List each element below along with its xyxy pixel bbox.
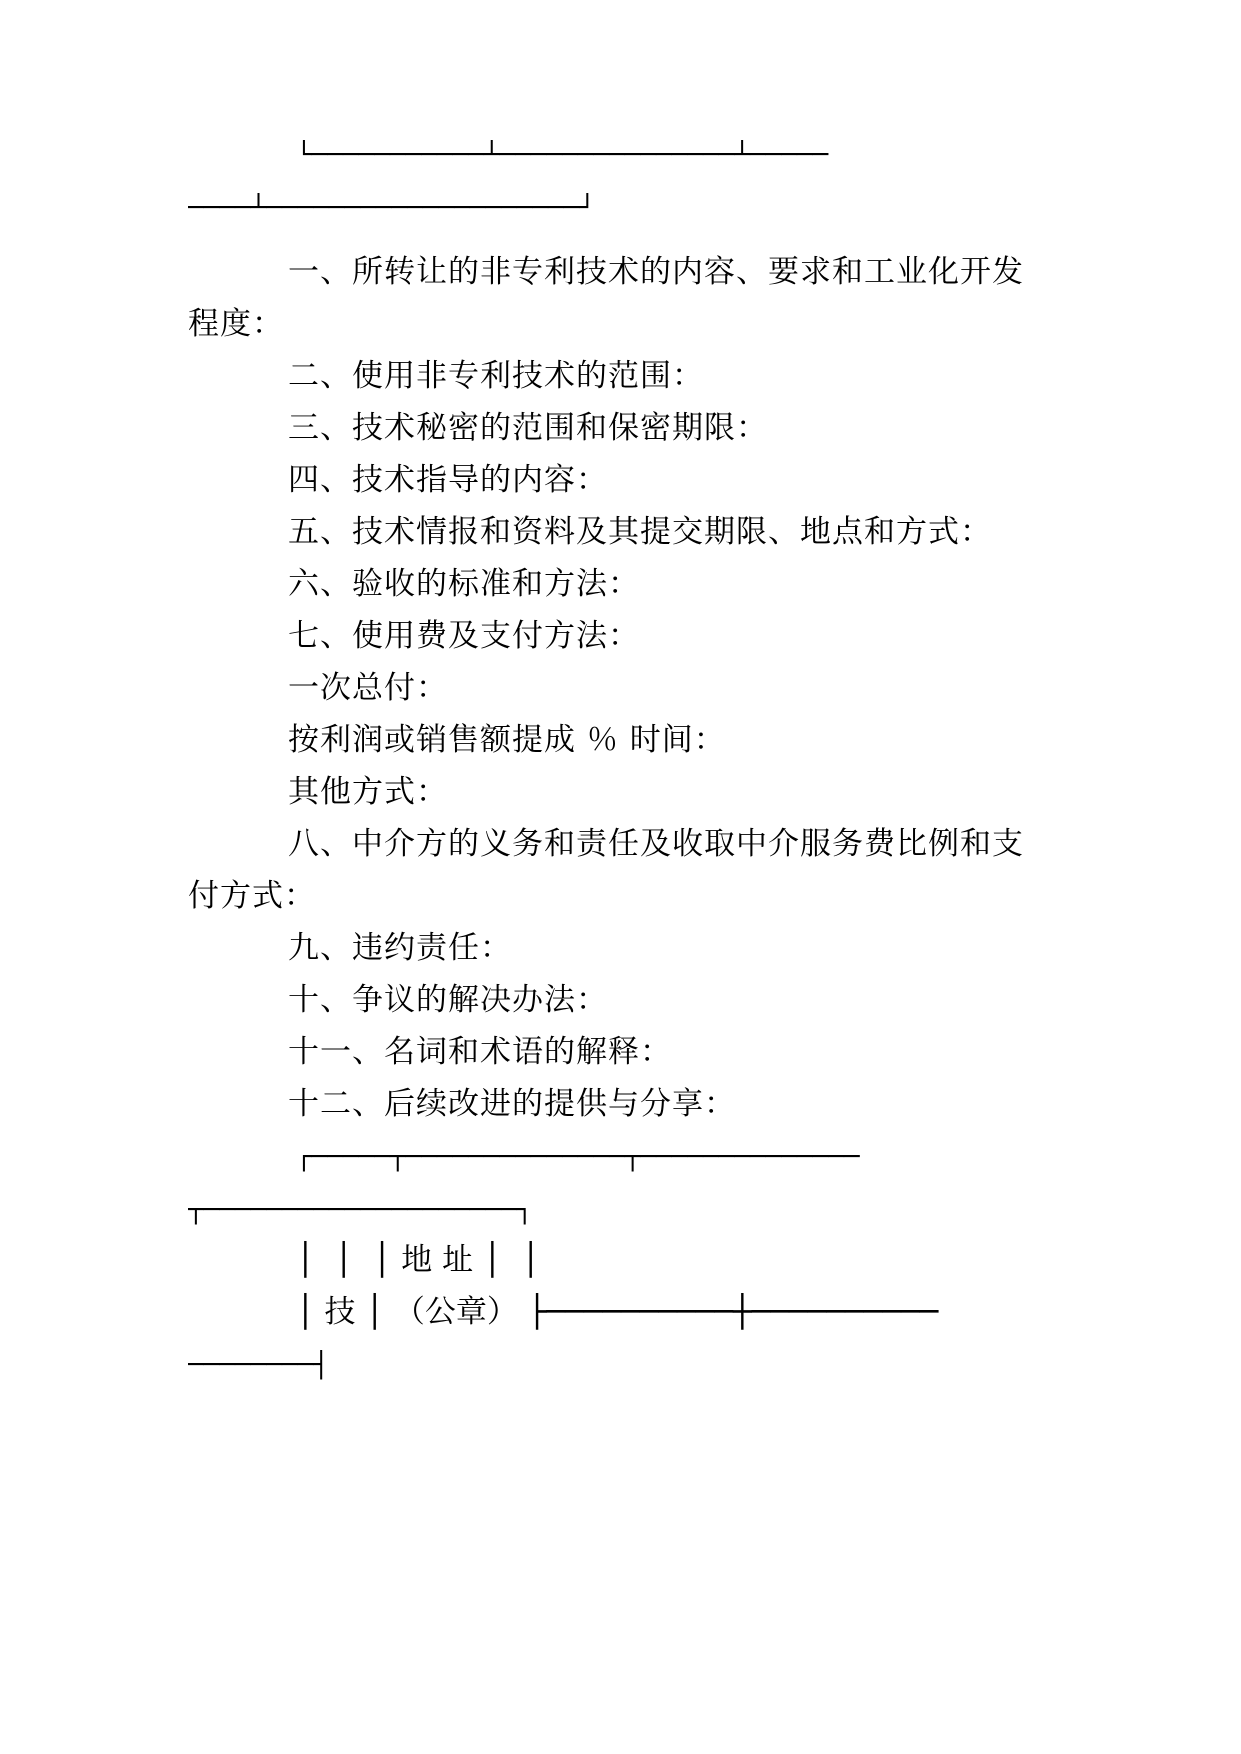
clause-5: 五、技术情报和资料及其提交期限、地点和方式： (288, 514, 992, 550)
clause-1: 一、所转让的非专利技术的内容、要求和工业化开发 (288, 254, 1024, 290)
clause-10: 十、争议的解决办法： (288, 982, 608, 1018)
clause-8-continuation: 付方式： (188, 878, 316, 914)
payment-other: 其他方式： (288, 774, 448, 810)
clause-12: 十二、后续改进的提供与分享： (288, 1086, 736, 1122)
signature-table-address-row: │ │ │ 地 址 │ │ (296, 1242, 541, 1278)
clause-6: 六、验收的标准和方法： (288, 566, 640, 602)
table-border-top-row2: ────┴────────────────────┘ (188, 193, 595, 223)
clause-4: 四、技术指导的内容： (288, 462, 608, 498)
clause-8: 八、中介方的义务和责任及收取中介服务费比例和支 (288, 826, 1024, 862)
table-border-bottom-row1: ┌─────┬──────────────┬────────────── (296, 1142, 860, 1172)
clause-1-continuation: 程度： (188, 306, 284, 342)
payment-royalty: 按利润或销售额提成 ％ 时间： (288, 722, 726, 758)
table-border-top-row1: └───────────┴───────────────┴───── (296, 140, 829, 170)
clause-2: 二、使用非专利技术的范围： (288, 358, 704, 394)
signature-table-seal-row: │ 技 │ （公章） ├──────────┼────────── (296, 1294, 939, 1330)
table-border-bottom-row2: ┬────────────────────┐ (188, 1195, 533, 1225)
clause-9: 九、违约责任： (288, 930, 512, 966)
clause-11: 十一、名词和术语的解释： (288, 1034, 672, 1070)
table-border-bottom-row5: ────────┤ (188, 1350, 329, 1380)
clause-3: 三、技术秘密的范围和保密期限： (288, 410, 768, 446)
clause-7: 七、使用费及支付方法： (288, 618, 640, 654)
payment-lump-sum: 一次总付： (288, 670, 448, 706)
